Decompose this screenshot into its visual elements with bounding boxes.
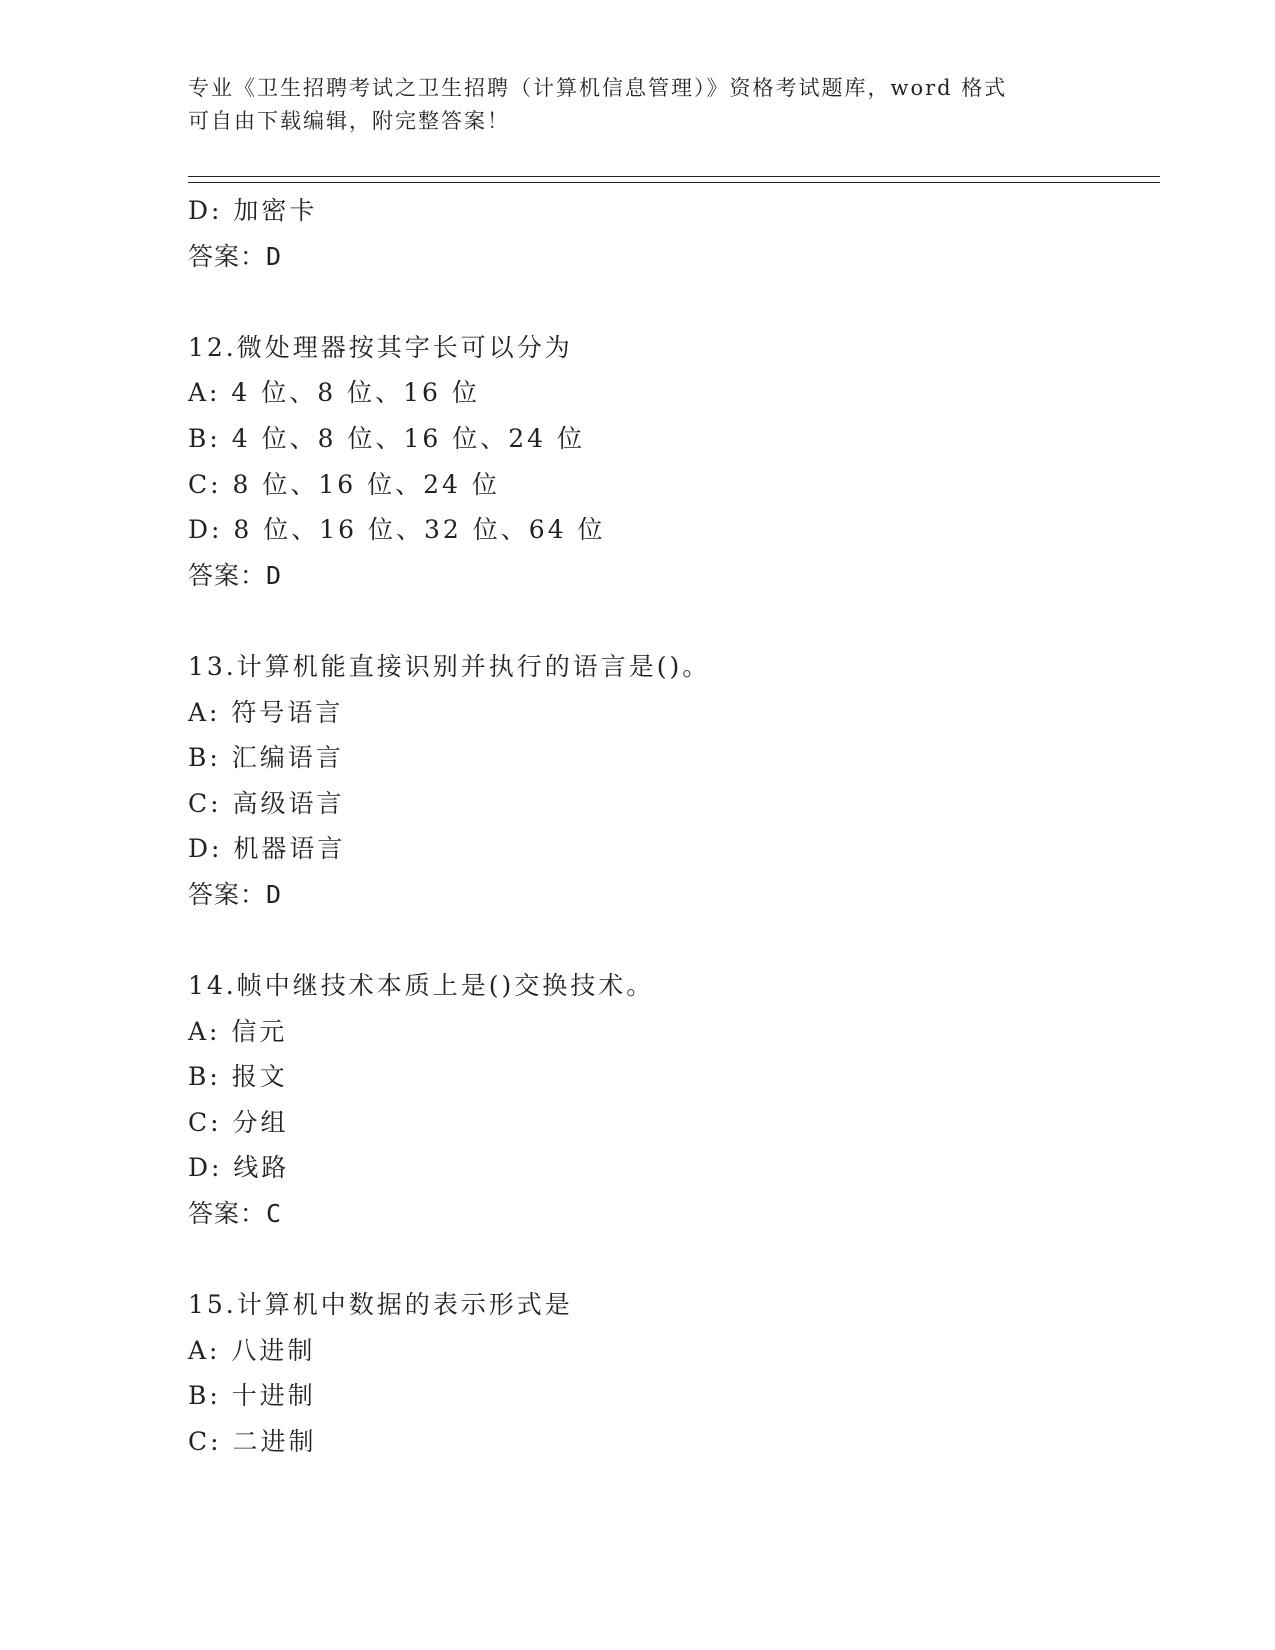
option-c: C: 二进制 bbox=[188, 1427, 317, 1457]
question-list bbox=[188, 188, 1160, 1465]
spacer bbox=[188, 1237, 1160, 1283]
header-line-2: 可自由下载编辑，附完整答案！ bbox=[188, 109, 510, 133]
question-12 bbox=[188, 325, 1160, 599]
question-stem: 14.帧中继技术本质上是()交换技术。 bbox=[188, 971, 655, 1001]
answer: 答案：D bbox=[188, 560, 283, 590]
header-line-1: 专业《卫生招聘考试之卫生招聘（计算机信息管理）》资格考试题库，word 格式 bbox=[188, 76, 1008, 100]
spacer bbox=[188, 918, 1160, 964]
option-c: C: 分组 bbox=[188, 1107, 289, 1137]
option-a: A: 信元 bbox=[188, 1016, 288, 1046]
answer: 答案：C bbox=[188, 1199, 283, 1229]
option-b: B: 汇编语言 bbox=[188, 743, 344, 773]
option-b: B: 4 位、8 位、16 位、24 位 bbox=[188, 423, 585, 453]
option-c: C: 8 位、16 位、24 位 bbox=[188, 469, 500, 499]
option-b: B: 十进制 bbox=[188, 1381, 316, 1411]
question-stem: 12.微处理器按其字长可以分为 bbox=[188, 332, 573, 362]
question-15 bbox=[188, 1282, 1160, 1464]
question-14 bbox=[188, 963, 1160, 1237]
option-d: D: 线路 bbox=[188, 1153, 290, 1183]
option-b: B: 报文 bbox=[188, 1062, 288, 1092]
option-d: D: 机器语言 bbox=[188, 834, 346, 864]
option-a: A: 八进制 bbox=[188, 1335, 316, 1365]
option-a: A: 符号语言 bbox=[188, 697, 344, 727]
spacer bbox=[188, 598, 1160, 644]
option-d: D: 加密卡 bbox=[188, 196, 318, 225]
question-13 bbox=[188, 644, 1160, 918]
header-rule-bottom bbox=[188, 182, 1160, 183]
header-rule-top bbox=[188, 176, 1160, 177]
question-stem: 15.计算机中数据的表示形式是 bbox=[188, 1290, 573, 1320]
option-a: A: 4 位、8 位、16 位 bbox=[188, 378, 480, 408]
option-d: D: 8 位、16 位、32 位、64 位 bbox=[188, 515, 606, 545]
question-stem: 13.计算机能直接识别并执行的语言是()。 bbox=[188, 651, 711, 681]
spacer bbox=[188, 279, 1160, 325]
answer: 答案：D bbox=[188, 241, 283, 271]
answer: 答案：D bbox=[188, 879, 283, 909]
document-header bbox=[188, 72, 1088, 138]
option-c: C: 高级语言 bbox=[188, 788, 345, 818]
